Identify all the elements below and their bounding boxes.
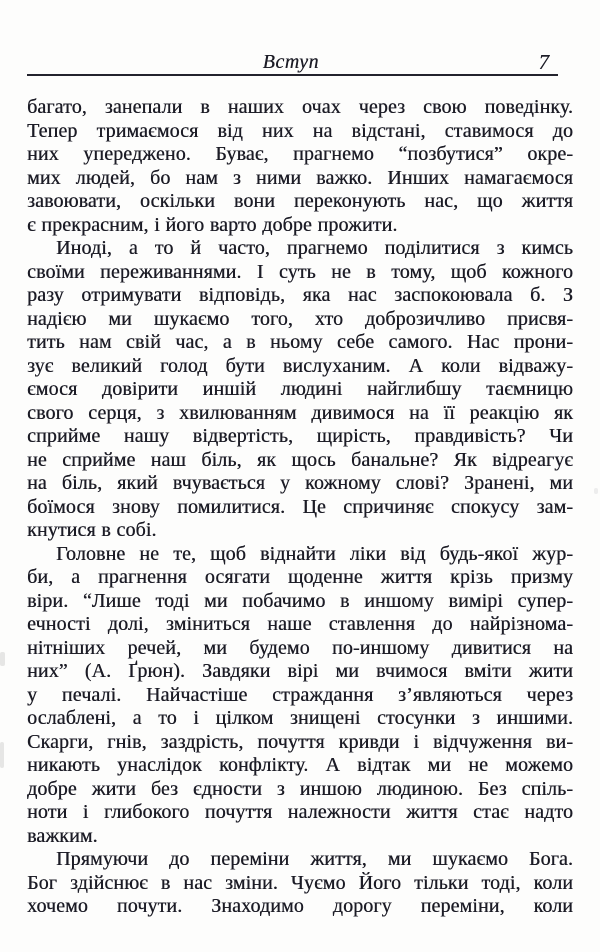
page-number: 7: [538, 50, 549, 74]
text-line: зує великий голод бути вислуханим. А коли відважу-: [27, 354, 573, 377]
text-line: никають унаслідок конфлікту. А відтак ми не можемо: [27, 754, 573, 776]
text-line: багато, занепали в наших очах через свою поведінку.: [27, 96, 573, 118]
scan-artifact: [0, 652, 5, 666]
paragraph: [27, 96, 573, 237]
text-line: Прямуючи до переміни життя, ми шукаємо Бога.: [56, 848, 573, 870]
chapter-title: Вступ: [262, 51, 320, 73]
page-header: [27, 50, 558, 76]
text-line: Скарги, гнів, заздрість, почуття кривди і відчуження ви-: [27, 730, 573, 753]
text-line: боїмося знову помилитися. Це спричиняє спокусу зам-: [27, 495, 573, 518]
text-line: Тепер тримаємося від них на відстані, ставимося до: [27, 119, 573, 142]
text-line: добре жити без єдности з иншою людиною. Без спіль-: [27, 777, 573, 800]
text-line: свого серця, з хвилюванням дивимося на її реакцію як: [27, 401, 573, 424]
text-line: на біль, який вчувається у кожному слові? Зранені, ми: [27, 472, 573, 494]
text-line: мих людей, бо нам з ними важко. Инших намагаємося: [27, 166, 573, 189]
text-line: ємося довірити иншій людині найглибшу таємницю: [27, 378, 573, 400]
scan-artifact: [0, 742, 4, 768]
text-line: своїми переживаннями. І суть не в тому, щоб кожного: [27, 260, 573, 283]
text-line: нітніших речей, ми будемо по-иншому дивитися на: [27, 636, 573, 659]
text-line: тить нам свій час, а в ньому себе самого. Нас прони-: [27, 331, 573, 353]
text-line: не сприйме наш біль, як щось банальне? Як відреагує: [27, 448, 573, 471]
text-line: надією ми шукаємо того, хто доброзичливо присвя-: [27, 307, 573, 330]
text-line: ослаблені, а то і цілком знищені стосунки з иншими.: [27, 707, 573, 729]
text-line: них” (А. Ґрюн). Завдяки вірі ми вчимося вміти жити: [27, 660, 573, 682]
text-line: важким.: [27, 824, 98, 847]
scan-artifact: [594, 488, 598, 494]
text-line: разу отримувати відповідь, яка нас заспокоювала б. З: [27, 284, 573, 306]
text-line: Иноді, а то й часто, прагнемо поділитися з кимсь: [56, 237, 573, 259]
paragraph: [27, 848, 573, 919]
text-line: кнутися в собі.: [27, 519, 157, 541]
text-line: би, а прагнення осягати щоденне життя крізь призму: [27, 566, 573, 588]
text-line: ноти і глибокого почуття належности життя стає надто: [27, 801, 573, 823]
text-line: завоювати, оскільки вони переконують нас, що життя: [27, 190, 573, 212]
text-line: є прекрасним, і його варто добре прожити.: [27, 213, 398, 236]
text-line: сприйме нашу відвертість, щирість, правдивість? Чи: [27, 425, 573, 447]
text-line: Головне не те, щоб віднайти ліки від будь-якої жур-: [56, 542, 573, 565]
text-line: хочемо почути. Знаходимо дорогу переміни, коли: [27, 895, 573, 917]
text-line: ечності долі, зміниться наше ставлення до найрізнома-: [27, 613, 573, 635]
text-line: віри. “Лише тоді ми побачимо в иншому вимірі супер-: [27, 589, 573, 612]
paragraph: [27, 543, 573, 849]
body-text: [27, 96, 573, 919]
text-line: у печалі. Найчастіше страждання з’являються через: [27, 683, 573, 706]
text-line: Бог здійснює в нас зміни. Чуємо Його тільки тоді, коли: [27, 871, 573, 894]
paragraph: [27, 237, 573, 543]
text-line: них упереджено. Буває, прагнемо “позбутися” окре-: [27, 143, 573, 165]
